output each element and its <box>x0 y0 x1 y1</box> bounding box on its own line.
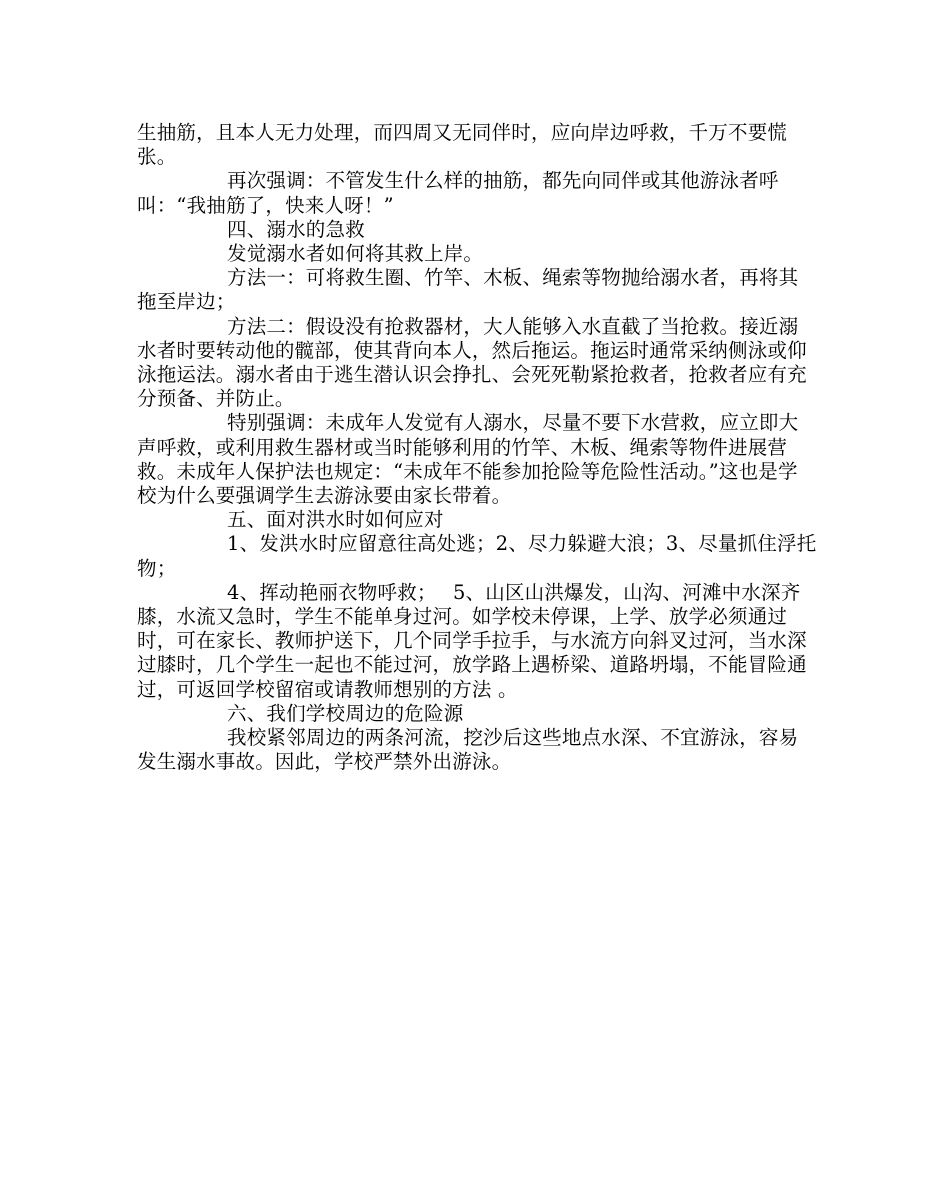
paragraph-special-emphasis: 特别强调：未成年人发觉有人溺水，尽量不要下水营救，应立即大声呼救，或利用救生器材或当时能够利用的竹竿、木板、绳索等物件进展营救。未成年人保护法也规定：“未成年不能参加抢险等危险性活动。”这也是学校为什么要强调学生去游泳要由家长带着。 <box>137 411 799 508</box>
document-body <box>137 121 817 774</box>
paragraph-flood-tips-2: 4、挥动艳丽衣物呼救； 5、山区山洪爆发，山沟、河滩中水深齐膝，水流又急时，学生不能单身过河。如学校未停课，上学、放学必须通过时，可在家长、教师护送下，几个同学手拉手，与水流方向斜叉过河，当水深过膝时，几个学生一起也不能过河，放学路上遇桥梁、道路坍塌，不能冒险通过，可返回学校留宿或请教师想别的方法 。 <box>137 580 807 701</box>
paragraph-flood-tips-1: 1、发洪水时应留意往高处逃；2、尽力躲避大浪；3、尽量抓住浮托物； <box>137 532 817 580</box>
paragraph-method-one: 方法一：可将救生圈、竹竿、木板、绳索等物抛给溺水者，再将其拖至岸边； <box>137 266 799 314</box>
section-heading-flood: 五、面对洪水时如何应对 <box>227 508 444 532</box>
paragraph-cramp-continuation: 生抽筋，且本人无力处理，而四周又无同伴时，应向岸边呼救，千万不要慌张。 <box>137 121 788 169</box>
section-heading-drowning-rescue: 四、溺水的急救 <box>227 217 365 241</box>
section-heading-hazards: 六、我们学校周边的危险源 <box>227 701 464 725</box>
paragraph-rescue-intro: 发觉溺水者如何将其救上岸。 <box>227 242 484 266</box>
paragraph-emphasis-call-for-help: 再次强调：不管发生什么样的抽筋，都先向同伴或其他游泳者呼叫：“我抽筋了，快来人呀！” <box>137 169 779 217</box>
paragraph-method-two: 方法二：假设没有抢救器材，大人能够入水直截了当抢救。接近溺水者时要转动他的髋部，使其背向本人，然后拖运。拖运时通常采纳侧泳或仰泳拖运法。溺水者由于逃生潜认识会挣扎、会死死勒紧抢救者，抢救者应有充分预备、并防止。 <box>137 314 807 411</box>
paragraph-school-hazards: 我校紧邻周边的两条河流，挖沙后这些地点水深、不宜游泳，容易发生溺水事故。因此，学校严禁外出游泳。 <box>137 726 799 774</box>
